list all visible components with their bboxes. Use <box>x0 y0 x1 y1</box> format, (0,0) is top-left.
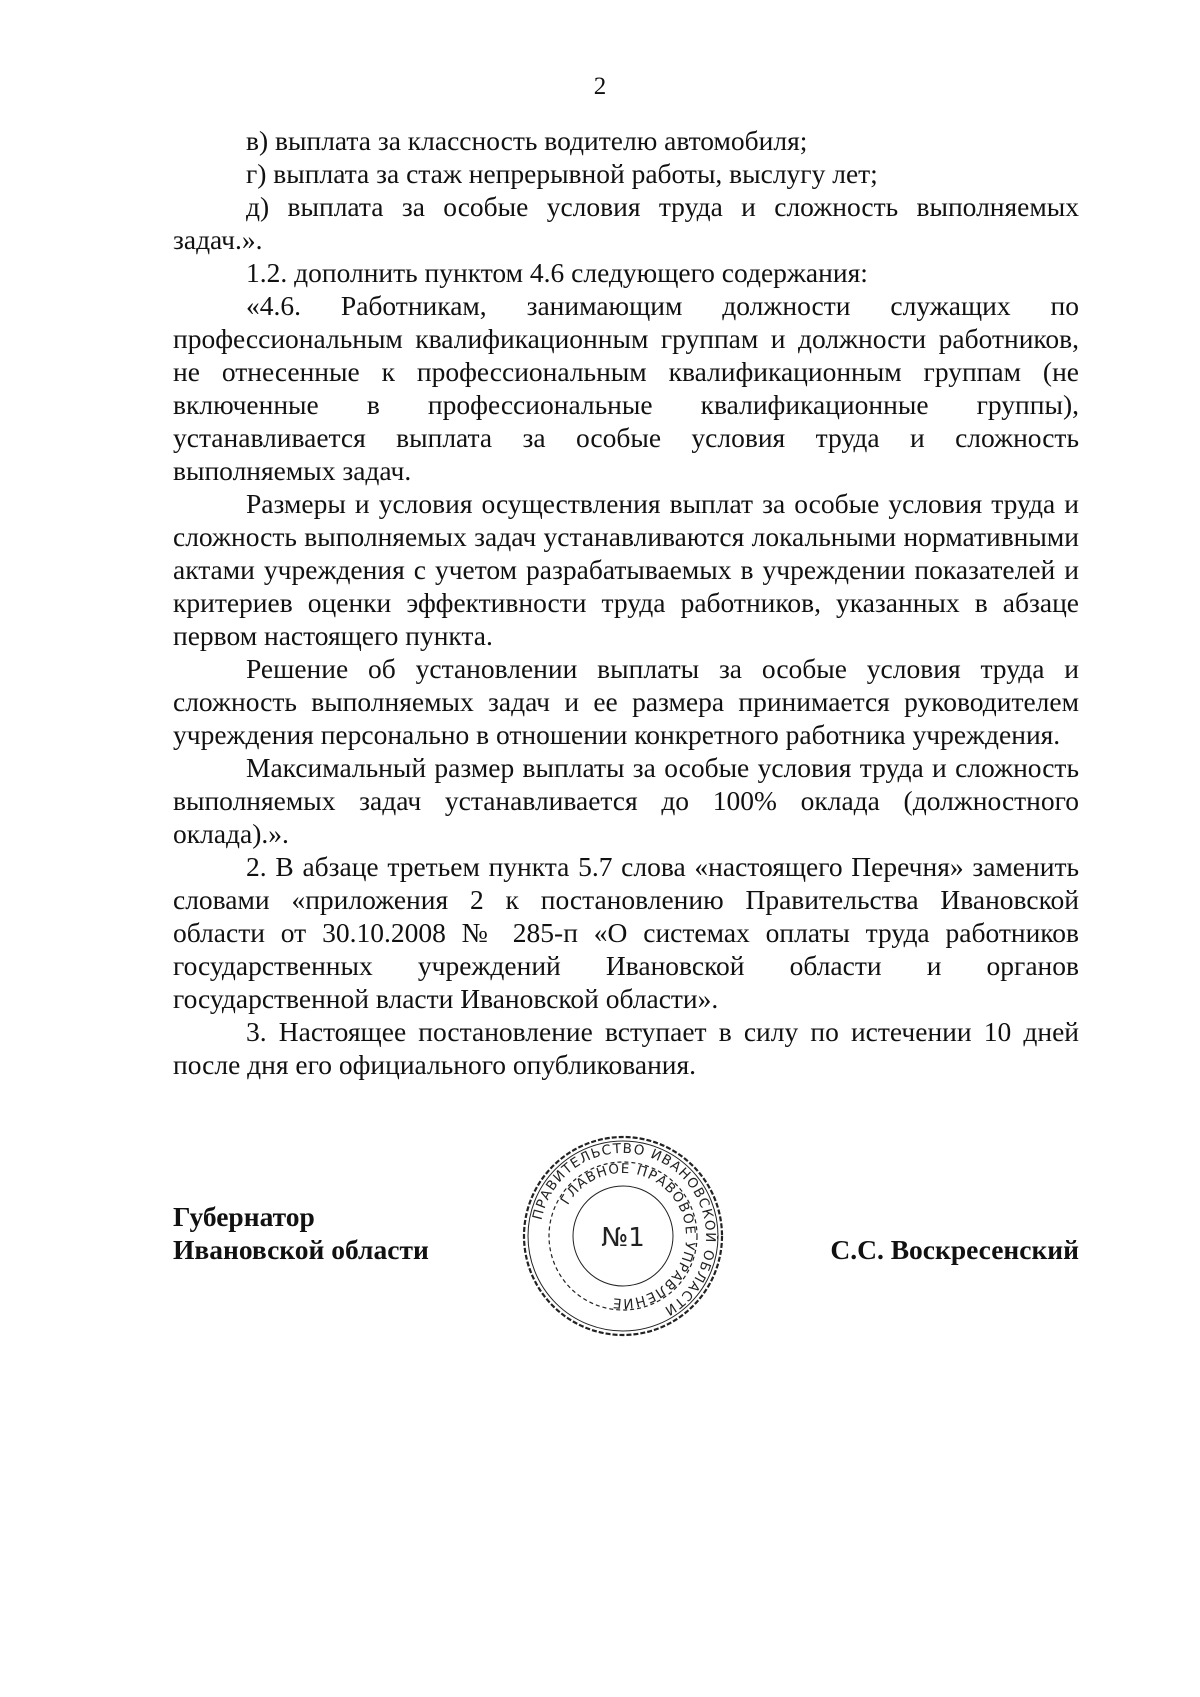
stamp-seal-icon <box>520 1133 726 1339</box>
paragraph-clause-3: 3. Настоящее постановление вступает в силу по истечении 10 дней после дня его официального опубликования. <box>173 1016 1079 1080</box>
paragraph-clause-1-2: 1.2. дополнить пунктом 4.6 следующего содержания: <box>246 257 868 288</box>
signatory-position <box>173 1200 503 1266</box>
paragraph-payment-decision: Решение об установлении выплаты за особые условия труда и сложность выполняемых задач и ее размера принимается руководителем учреждения персонально в отношении конкретного работника учреждения. <box>173 653 1079 750</box>
paragraph-item-g: г) выплата за стаж непрерывной работы, выслугу лет; <box>246 158 878 189</box>
page-number: 2 <box>593 73 607 100</box>
official-stamp <box>520 1133 726 1339</box>
stamp-outer-text: ПРАВИТЕЛЬСТВО ИВАНОВСКОЙ ОБЛАСТИ <box>529 1140 719 1320</box>
stamp-number: №1 <box>601 1223 645 1253</box>
paragraph-item-v: в) выплата за классность водителю автомобиля; <box>246 125 808 156</box>
stamp-inner-text: ГЛАВНОЕ ПРАВОВОЕ УПРАВЛЕНИЕ <box>557 1160 699 1312</box>
signatory-position-line1: Губернатор <box>173 1201 315 1232</box>
signatory-name: С.С. Воскресенский <box>830 1234 1079 1265</box>
signatory-position-line2: Ивановской области <box>173 1234 429 1265</box>
paragraph-maximum-payment: Максимальный размер выплаты за особые условия труда и сложность выполняемых задач устанавливается до 100% оклада (должностного оклада).». <box>173 752 1079 849</box>
paragraph-clause-2: 2. В абзаце третьем пункта 5.7 слова «настоящего Перечня» заменить словами «приложения 2 к постановлению Правительства Ивановской области от 30.10.2008 № 285-п «О системах оплаты труда работников государственных учреждений Ивановской области и органов государственной власти Ивановской области». <box>173 851 1079 1014</box>
paragraph-item-d: д) выплата за особые условия труда и сложность выполняемых задач.». <box>173 191 1079 255</box>
paragraph-clause-4-6: «4.6. Работникам, занимающим должности служащих по профессиональным квалификационным группам и должности работников, не отнесенные к профессиональным квалификационным группам (не включенные в профессиональные квалификационные группы), устанавливается выплата за особые условия труда и сложность выполняемых задач. <box>173 290 1079 486</box>
document-body <box>173 124 1079 1081</box>
paragraph-payment-conditions: Размеры и условия осуществления выплат за особые условия труда и сложность выполняемых задач устанавливаются локальными нормативными актами учреждения с учетом разрабатываемых в учреждении показателей и критериев оценки эффективности труда работников, указанных в абзаце первом настоящего пункта. <box>173 488 1079 651</box>
